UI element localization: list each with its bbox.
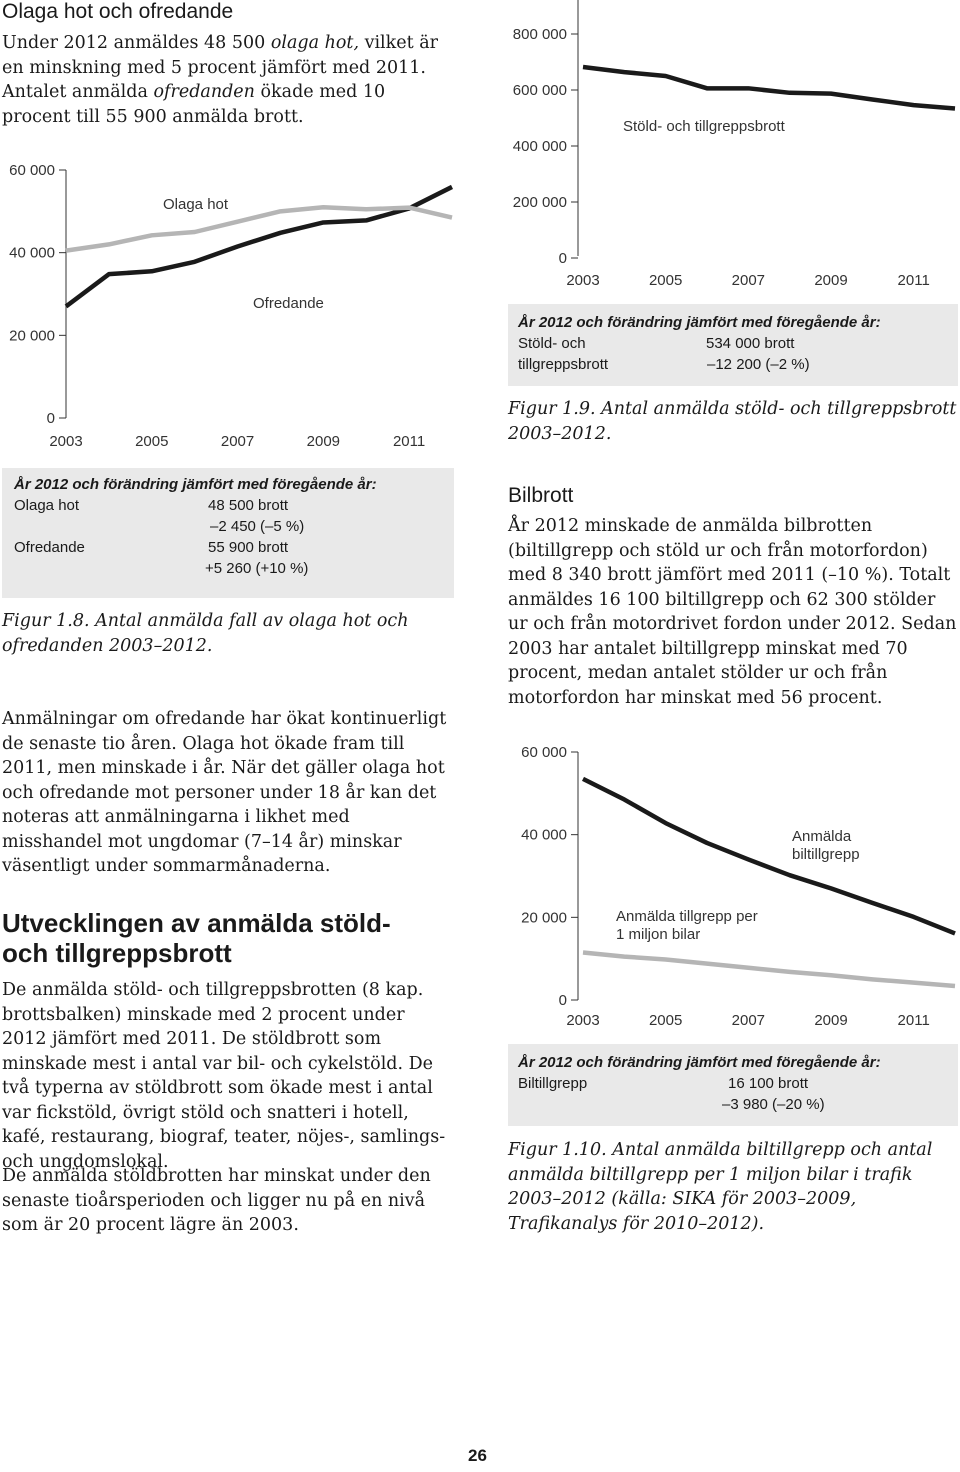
page-number: 26 xyxy=(468,1446,487,1465)
databox-value: +5 260 (+10 %) xyxy=(205,560,309,577)
databox-value: 55 900 brott xyxy=(208,539,289,556)
x-tick-label: 2005 xyxy=(648,272,683,289)
y-tick-label: 400 000 xyxy=(512,138,567,155)
y-tick-label: 0 xyxy=(558,992,567,1009)
x-tick-label: 2011 xyxy=(897,272,930,289)
series-label-olaga-hot: Olaga hot xyxy=(163,196,229,213)
x-tick-label: 2003 xyxy=(566,1012,600,1029)
y-tick-label: 800 000 xyxy=(512,26,567,43)
series-label-per-miljon: Anmälda tillgrepp per 1 miljon bilar xyxy=(616,908,758,943)
stold-paragraph-1: De anmälda stöld- och tillgreppsbrotten (8 kap. brottsbalken) minskade med 2 procent under 2012 jämfört med 2011. De stöldbrott som minskade mest i antal var bil- och cykelstöld. De två typerna av stöldbrott som ökade mest i antal var fickstöld, övrigt stöld och snatteri i hotell, kafé, restaurang, biograf, teater, nöjes-, samlings- och ungdomslokal. xyxy=(2,980,446,1172)
figure-1-9-chart xyxy=(490,0,960,300)
y-tick-label: 40 000 xyxy=(521,826,567,844)
figure-1-8-caption: Figur 1.8. Antal anmälda fall av olaga hot och ofredanden 2003–2012. xyxy=(2,611,409,656)
y-tick-label: 0 xyxy=(558,250,567,267)
section-heading-stold: Utvecklingen av anmälda stöld- och tillgreppsbrott xyxy=(2,908,391,968)
databox-label: Stöld- och xyxy=(518,335,586,352)
y-tick-label: 20 000 xyxy=(521,909,567,927)
figure-1-9-databox xyxy=(508,304,958,386)
databox-header: År 2012 och förändring jämfört med föregående år: xyxy=(518,1054,881,1071)
x-tick-label: 2009 xyxy=(306,433,341,450)
x-tick-label: 2003 xyxy=(49,433,83,450)
section-heading-olaga-hot: Olaga hot och ofredande xyxy=(2,0,234,23)
figure-1-10-databox xyxy=(508,1044,958,1126)
figure-1-8-databox xyxy=(2,468,454,598)
series-label-biltillgrepp: Anmälda biltillgrepp xyxy=(792,828,860,863)
y-tick-label: 40 000 xyxy=(9,244,55,262)
databox-label: Olaga hot xyxy=(14,497,80,514)
x-tick-label: 2007 xyxy=(731,272,766,289)
databox-value: –12 200 (–2 %) xyxy=(707,356,810,373)
intro-paragraph: Under 2012 anmäldes 48 500 olaga hot, vilket är en minskning med 5 procent jämfört med 2011. Antalet anmälda ofredanden ökade med 10 procent till 55 900 anmälda brott. xyxy=(2,33,439,127)
x-tick-label: 2009 xyxy=(814,272,848,289)
figure-1-10-chart xyxy=(490,730,960,1035)
databox-header: År 2012 och förändring jämfört med föregående år: xyxy=(14,476,377,493)
series-label-stold: Stöld- och tillgreppsbrott xyxy=(623,118,785,135)
databox-value: 48 500 brott xyxy=(208,497,289,514)
figure-1-9-caption: Figur 1.9. Antal anmälda stöld- och tillgreppsbrott 2003–2012. xyxy=(508,399,957,444)
x-tick-label: 2009 xyxy=(814,1012,848,1029)
databox-header: År 2012 och förändring jämfört med föregående år: xyxy=(518,314,881,331)
databox-label: tillgreppsbrott xyxy=(518,356,609,373)
x-tick-label: 2007 xyxy=(220,433,255,450)
y-tick-label: 0 xyxy=(46,410,55,427)
x-tick-label: 2003 xyxy=(566,272,600,289)
y-tick-label: 20 000 xyxy=(9,327,55,345)
series-label-ofredande: Ofredande xyxy=(253,295,324,312)
y-tick-label: 600 000 xyxy=(512,82,567,99)
x-tick-label: 2011 xyxy=(392,433,426,450)
figure-1-8-chart xyxy=(0,0,480,460)
y-tick-label: 60 000 xyxy=(9,162,55,179)
databox-value: –3 980 (–20 %) xyxy=(722,1096,825,1113)
x-tick-label: 2005 xyxy=(135,433,169,450)
series-line-tillgrepp-per-miljon xyxy=(583,952,955,985)
y-tick-label: 60 000 xyxy=(521,744,567,761)
databox-value: 534 000 brott xyxy=(706,335,795,352)
section-heading-bilbrott: Bilbrott xyxy=(508,484,574,507)
stold-paragraph-2: De anmälda stöldbrotten har minskat under den senaste tioårsperioden och ligger nu på en nivå som är 20 procent lägre än 2003. xyxy=(2,1166,431,1235)
databox-label: Biltillgrepp xyxy=(518,1075,588,1092)
bilbrott-paragraph: År 2012 minskade de anmälda bilbrotten (biltillgrepp och stöld ur och från motorfordon) med 8 340 brott jämfört med 2011 (–10 %). Totalt anmäldes 16 100 biltillgrepp och 62 300 stölder ur och från motordrivet fordon under 2012. Sedan 2003 har antalet biltillgrepp minskat med 70 procent, medan antalet stölder ur och från motorfordon har minskat med 56 procent. xyxy=(508,516,957,708)
series-line-olaga-hot xyxy=(66,187,452,306)
databox-label: Ofredande xyxy=(14,539,85,556)
x-tick-label: 2007 xyxy=(731,1012,766,1029)
databox-value: 16 100 brott xyxy=(728,1075,809,1092)
x-tick-label: 2005 xyxy=(648,1012,683,1029)
figure-1-10-caption: Figur 1.10. Antal anmälda biltillgrepp och antal anmälda biltillgrepp per 1 miljon bilar i trafik 2003–2012 (källa: SIKA för 2003–2009, Trafikanalys för 2010–2012). xyxy=(508,1140,933,1234)
x-tick-label: 2011 xyxy=(897,1012,930,1029)
y-tick-label: 200 000 xyxy=(512,194,567,211)
ofredande-paragraph: Anmälningar om ofredande har ökat kontinuerligt de senaste tio åren. Olaga hot ökade fram till 2011, men minskade i år. När det gäller olaga hot och ofredande mot personer under 18 år kan det noteras att anmälningarna i likhet med misshandel mot ungdomar (7–14 år) minskar väsentligt under sommarmånaderna. xyxy=(2,709,447,876)
databox-value: –2 450 (–5 %) xyxy=(210,518,305,535)
series-line-stold xyxy=(583,67,955,108)
